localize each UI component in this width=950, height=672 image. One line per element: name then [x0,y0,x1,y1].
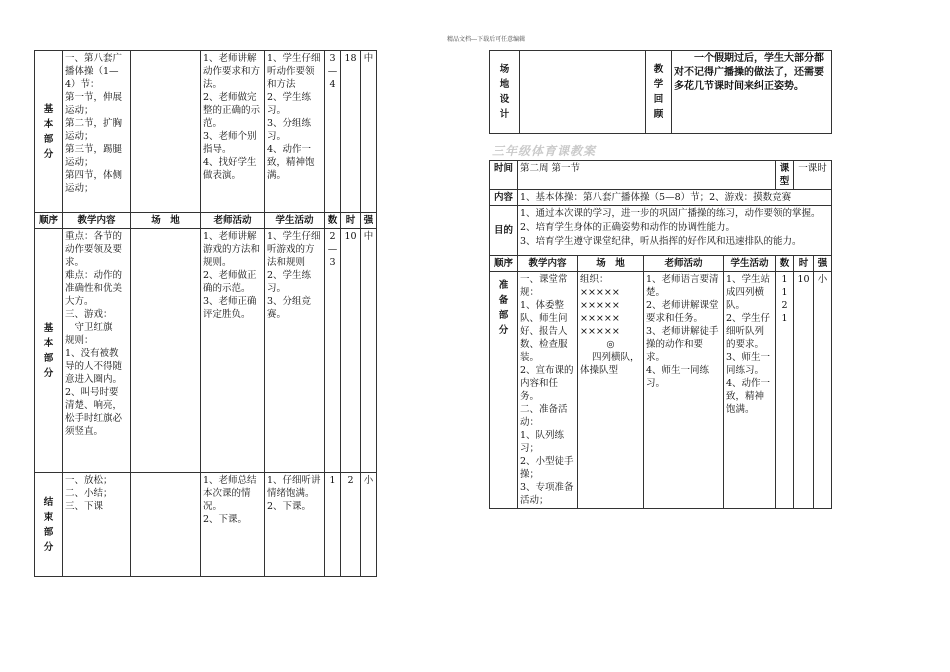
time-value: 第二周 第一节 [518,161,776,190]
content-cell: 重点：各节的动作要领及要求。 难点：动作的准确性和优美大方。 三、游戏： 守卫红旗 规则： 1、没有被教导的人不得随意进入圈内。 2、叫号时要清楚、响亮，松手时红旗必须竖直。 [63,229,131,473]
left-end-row [35,473,377,577]
count-cell: 1 1 2 1 [776,272,794,509]
field-design-cell [520,51,646,134]
count-cell: 1 [325,473,341,577]
goal-label: 目的 [490,206,518,256]
header-content: 教学内容 [63,213,131,229]
field-cell [131,473,201,577]
content-label: 内容 [490,190,518,206]
formation-row: ××××× [580,300,620,311]
header-time: 时 [341,213,361,229]
content-value: 1、基本体操：第八套广播体操（5—8）节；2、游戏：摸数竞赛 [518,190,832,206]
teacher-marker: ◎ [606,339,615,350]
time-row [490,161,832,190]
goal-row [490,206,832,256]
header-student: 学生活动 [265,213,325,229]
formation-note: 四列横队，体操队型 [580,352,640,376]
field-design-label: 场地设计 [490,51,520,134]
student-cell: 1、学生仔细听动作要领和方法 2、学生练习。 3、分组练习。 4、动作一致，精神饱满。 [265,51,325,213]
section-label: 基本部分 [35,51,63,213]
left-basic-row [35,229,377,473]
formation-row: ××××× [580,313,620,324]
intensity-cell: 小 [814,272,832,509]
teacher-cell: 1、老师讲解动作要求和方法。 2、老师做完整的正确的示范。 3、老师个别指导。 4、找好学生做表演。 [201,51,265,213]
left-header-row [35,213,377,229]
right-prep-row [490,272,832,509]
formation-row: ××××× [580,287,620,298]
review-text: 一个假期过后，学生大部分都对不记得广播操的做法了，还需要多花几节课时间来纠正姿势。 [672,51,832,134]
section-label: 基本部分 [35,229,63,473]
content-cell: 一、放松； 二、小结； 三、下课 [63,473,131,577]
left-lesson-table [34,50,377,577]
header-intensity: 强 [814,256,832,272]
right-lesson-table [489,160,832,509]
teacher-cell: 1、老师语言要清楚。 2、老师讲解课堂要求和任务。 3、老师讲解徒手操的动作和要求。 4、师生一同练习。 [644,272,724,509]
header-field: 场 地 [131,213,201,229]
field-org-label: 组织： [580,274,609,285]
content-cell: 一、课堂常规： 1、体委整队、师生问好、报告人数、检查服装。 2、宣布课的内容和任务。 二、准备活动： 1、队列练习； 2、小型徒手操； 3、专项准备活动； [518,272,578,509]
header-student: 学生活动 [724,256,776,272]
content-cell: 一、第八套广播体操（1—4）节： 第一节，伸展运动； 第二节，扩胸运动； 第三节，踢腿运动； 第四节，体侧运动； [63,51,131,213]
time-cell: 2 [341,473,361,577]
right-header-row [490,256,832,272]
header-content: 教学内容 [518,256,578,272]
intensity-cell: 中 [361,229,377,473]
time-cell: 10 [794,272,814,509]
lesson-plan-stamp: 三年级体育课教案 [492,144,597,158]
content-row [490,190,832,206]
header-note: 精品文档---下载后可任意编辑 [447,36,526,43]
section-label: 结束部分 [35,473,63,577]
type-label: 课型 [776,161,794,190]
time-cell: 18 [341,51,361,213]
intensity-cell: 小 [361,473,377,577]
student-cell: 1、仔细听讲情绪饱满。 2、下课。 [265,473,325,577]
header-order: 顺序 [35,213,63,229]
header-teacher: 老师活动 [201,213,265,229]
time-cell: 10 [341,229,361,473]
formation-row: ××××× [580,326,620,337]
left-top-row [35,51,377,213]
goal-value: 1、通过本次课的学习，进一步的巩固广播操的练习，动作要领的掌握。 2、培育学生身体的正确姿势和动作的协调性能力。 3、培育学生遵守课堂纪律，听从指挥的好作风和迅速排队的能力。 [518,206,832,256]
teacher-cell: 1、老师讲解游戏的方法和规则。 2、老师做正确的示范。 3、老师正确评定胜负。 [201,229,265,473]
section-label: 准备部分 [490,272,518,509]
teacher-cell: 1、老师总结本次课的情况。 2、下课。 [201,473,265,577]
type-value: 一课时 [794,161,832,190]
intensity-cell: 中 [361,51,377,213]
student-cell: 1、学生仔细听游戏的方法和规则 2、学生练习。 3、分组竞赛。 [265,229,325,473]
header-time: 时 [794,256,814,272]
header-count: 数 [325,213,341,229]
header-order: 顺序 [490,256,518,272]
count-cell: 3—4 [325,51,341,213]
count-cell: 2—3 [325,229,341,473]
student-cell: 1、学生站成四列横队。 2、学生仔细听队列的要求。 3、师生一同练习。 4、动作一致，精神饱满。 [724,272,776,509]
header-teacher: 老师活动 [644,256,724,272]
time-label: 时间 [490,161,518,190]
header-intensity: 强 [361,213,377,229]
field-cell [578,272,644,509]
right-design-table [489,50,832,134]
field-cell [131,51,201,213]
header-field: 场 地 [578,256,644,272]
review-label: 教学回顾 [646,51,672,134]
header-count: 数 [776,256,794,272]
field-cell [131,229,201,473]
